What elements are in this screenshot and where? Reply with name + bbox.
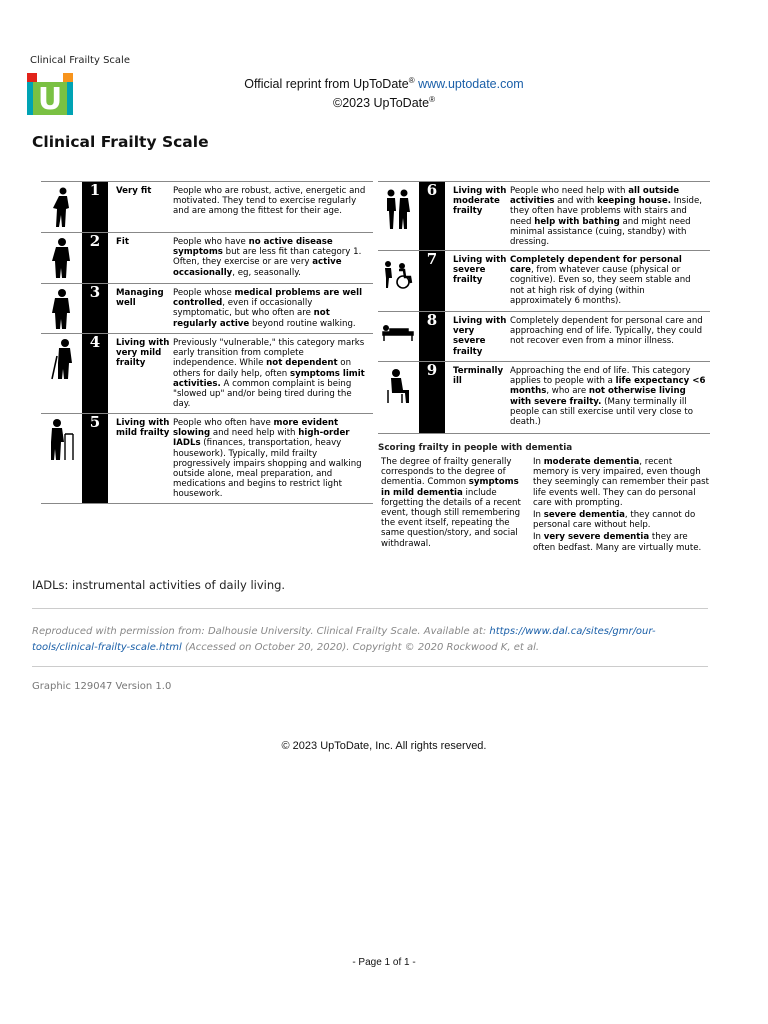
person-in-bed-icon bbox=[382, 322, 414, 342]
dementia-title: Scoring frailty in people with dementia bbox=[378, 443, 573, 453]
scale-number: 6 bbox=[419, 182, 445, 250]
reprint-header bbox=[0, 73, 768, 111]
scale-label: Living with moderate frailty bbox=[453, 186, 507, 217]
scale-row-3 bbox=[41, 283, 373, 333]
reg-mark: ® bbox=[408, 76, 415, 85]
scale-number: 9 bbox=[419, 362, 445, 433]
wheelchair-icon bbox=[382, 259, 414, 289]
scale-row-1 bbox=[41, 181, 373, 232]
scale-description: Approaching the end of life. This category applies to people with a life expectancy <6 months, who are not otherwise living with severe frailty. (Many terminally ill people can still exercise until very close to death.) bbox=[510, 366, 706, 428]
page-indicator: - Page 1 of 1 - bbox=[352, 957, 416, 968]
dementia-very-severe: In very severe dementia they are often bedfast. Many are virtually mute. bbox=[533, 532, 702, 553]
walking-person-icon bbox=[45, 186, 77, 228]
scale-number: 5 bbox=[82, 414, 108, 503]
scale-row-8 bbox=[378, 311, 710, 361]
scale-description: Completely dependent for personal care, from whatever cause (physical or cognitive). Even so, they seem stable and not at high risk of dying (within approximately 6 months). bbox=[510, 255, 691, 306]
header-small-title: Clinical Frailty Scale bbox=[30, 55, 130, 66]
scale-description: People whose medical problems are well controlled, even if occasionally symptomatic, but who often are not regularly active beyond routine walking. bbox=[173, 288, 363, 329]
frailty-scale-left bbox=[41, 181, 373, 504]
reprint-prefix: Official reprint from UpToDate bbox=[244, 77, 409, 92]
divider bbox=[32, 608, 708, 609]
scale-number: 2 bbox=[82, 233, 108, 283]
scale-row-9 bbox=[378, 361, 710, 434]
repro-suffix: (Accessed on October 20, 2020). Copyright © 2020 Rockwood K, et al. bbox=[181, 642, 540, 653]
dementia-moderate: In moderate dementia, recent memory is very impaired, even though they seemingly can remember their past life events well. They can do personal care with prompting. bbox=[533, 457, 709, 508]
scale-description: People who have no active disease symptoms but are less fit than category 1. Often, they exercise or are very active occasionally, eg, seasonally. bbox=[173, 237, 362, 278]
scale-row-2 bbox=[41, 232, 373, 283]
repro-prefix: Reproduced with permission from: Dalhousie University. Clinical Frailty Scale. Available at: bbox=[32, 626, 490, 637]
scale-row-5 bbox=[41, 413, 373, 504]
dementia-mild: The degree of frailty generally corresponds to the degree of dementia. Common symptoms in mild dementia include forgetting the details of a recent event, though still remembering the event itself, repeating the same question/story, and social withdrawal. bbox=[381, 457, 521, 549]
scale-row-6 bbox=[378, 181, 710, 250]
scale-label: Living with mild frailty bbox=[116, 418, 170, 439]
dalhousie-link[interactable]: https://www.dal.ca/sites/gmr/our-tools/clinical-frailty-scale.html bbox=[32, 626, 656, 653]
person-assisted-walking-icon bbox=[382, 187, 414, 231]
scale-label: Living with severe frailty bbox=[453, 255, 507, 286]
scale-row-4 bbox=[41, 333, 373, 413]
scale-description: Completely dependent for personal care and approaching end of life. Typically, they could not recover even from a minor illness. bbox=[510, 316, 703, 347]
scale-number: 3 bbox=[82, 284, 108, 333]
scale-row-7 bbox=[378, 250, 710, 311]
seated-person-icon bbox=[382, 368, 414, 404]
dementia-moderate-severe bbox=[533, 457, 710, 553]
standing-person-icon bbox=[45, 237, 77, 279]
standing-person-icon bbox=[45, 288, 77, 330]
reg-mark-2: ® bbox=[429, 95, 435, 105]
scale-number: 1 bbox=[82, 182, 108, 232]
divider bbox=[32, 666, 708, 667]
logo-letter: U bbox=[37, 82, 63, 115]
uptodate-link[interactable]: www.uptodate.com bbox=[418, 77, 524, 92]
scale-label: Fit bbox=[116, 237, 129, 247]
frailty-scale-right bbox=[378, 181, 710, 553]
scale-label: Very fit bbox=[116, 186, 152, 196]
scale-description: Previously "vulnerable," this category marks early transition from complete independence. While not dependent on others for daily help, often symptoms limit activities. A common complaint is being "slowed up" and/or being tired during the day. bbox=[173, 338, 365, 410]
page-title: Clinical Frailty Scale bbox=[32, 133, 209, 151]
scale-label: Living with very severe frailty bbox=[453, 316, 507, 357]
scale-number: 4 bbox=[82, 334, 108, 413]
scale-label: Managing well bbox=[116, 288, 164, 309]
person-with-walker-icon bbox=[45, 418, 77, 462]
scale-number: 8 bbox=[419, 312, 445, 361]
dementia-severe: In severe dementia, they cannot do personal care without help. bbox=[533, 510, 696, 531]
reprint-copyright: ©2023 UpToDate bbox=[333, 96, 430, 111]
scale-number: 7 bbox=[419, 251, 445, 311]
reproduction-credit bbox=[32, 624, 692, 656]
scale-description: People who need help with all outside activities and with keeping house. Inside, they often have problems with stairs and need help with bathing and might need minimal assistance (cuing, standby) with dressing. bbox=[510, 186, 703, 248]
graphic-version: Graphic 129047 Version 1.0 bbox=[32, 681, 172, 692]
dementia-section bbox=[378, 443, 710, 553]
scale-label: Terminally ill bbox=[453, 366, 504, 387]
person-with-cane-icon bbox=[45, 338, 77, 380]
iadl-note: IADLs: instrumental activities of daily living. bbox=[32, 578, 286, 592]
scale-description: People who are robust, active, energetic and motivated. They tend to exercise regularly and are among the fittest for their age. bbox=[173, 186, 366, 217]
footer-copyright: © 2023 UpToDate, Inc. All rights reserved. bbox=[281, 740, 487, 752]
scale-description: People who often have more evident slowing and need help with high-order IADLs (finances, transportation, heavy housework). Typically, mild frailty progressively impairs shopping and walking outside alone, meal preparation, and medications and begins to restrict light housework. bbox=[173, 418, 362, 500]
scale-label: Living with very mild frailty bbox=[116, 338, 170, 369]
